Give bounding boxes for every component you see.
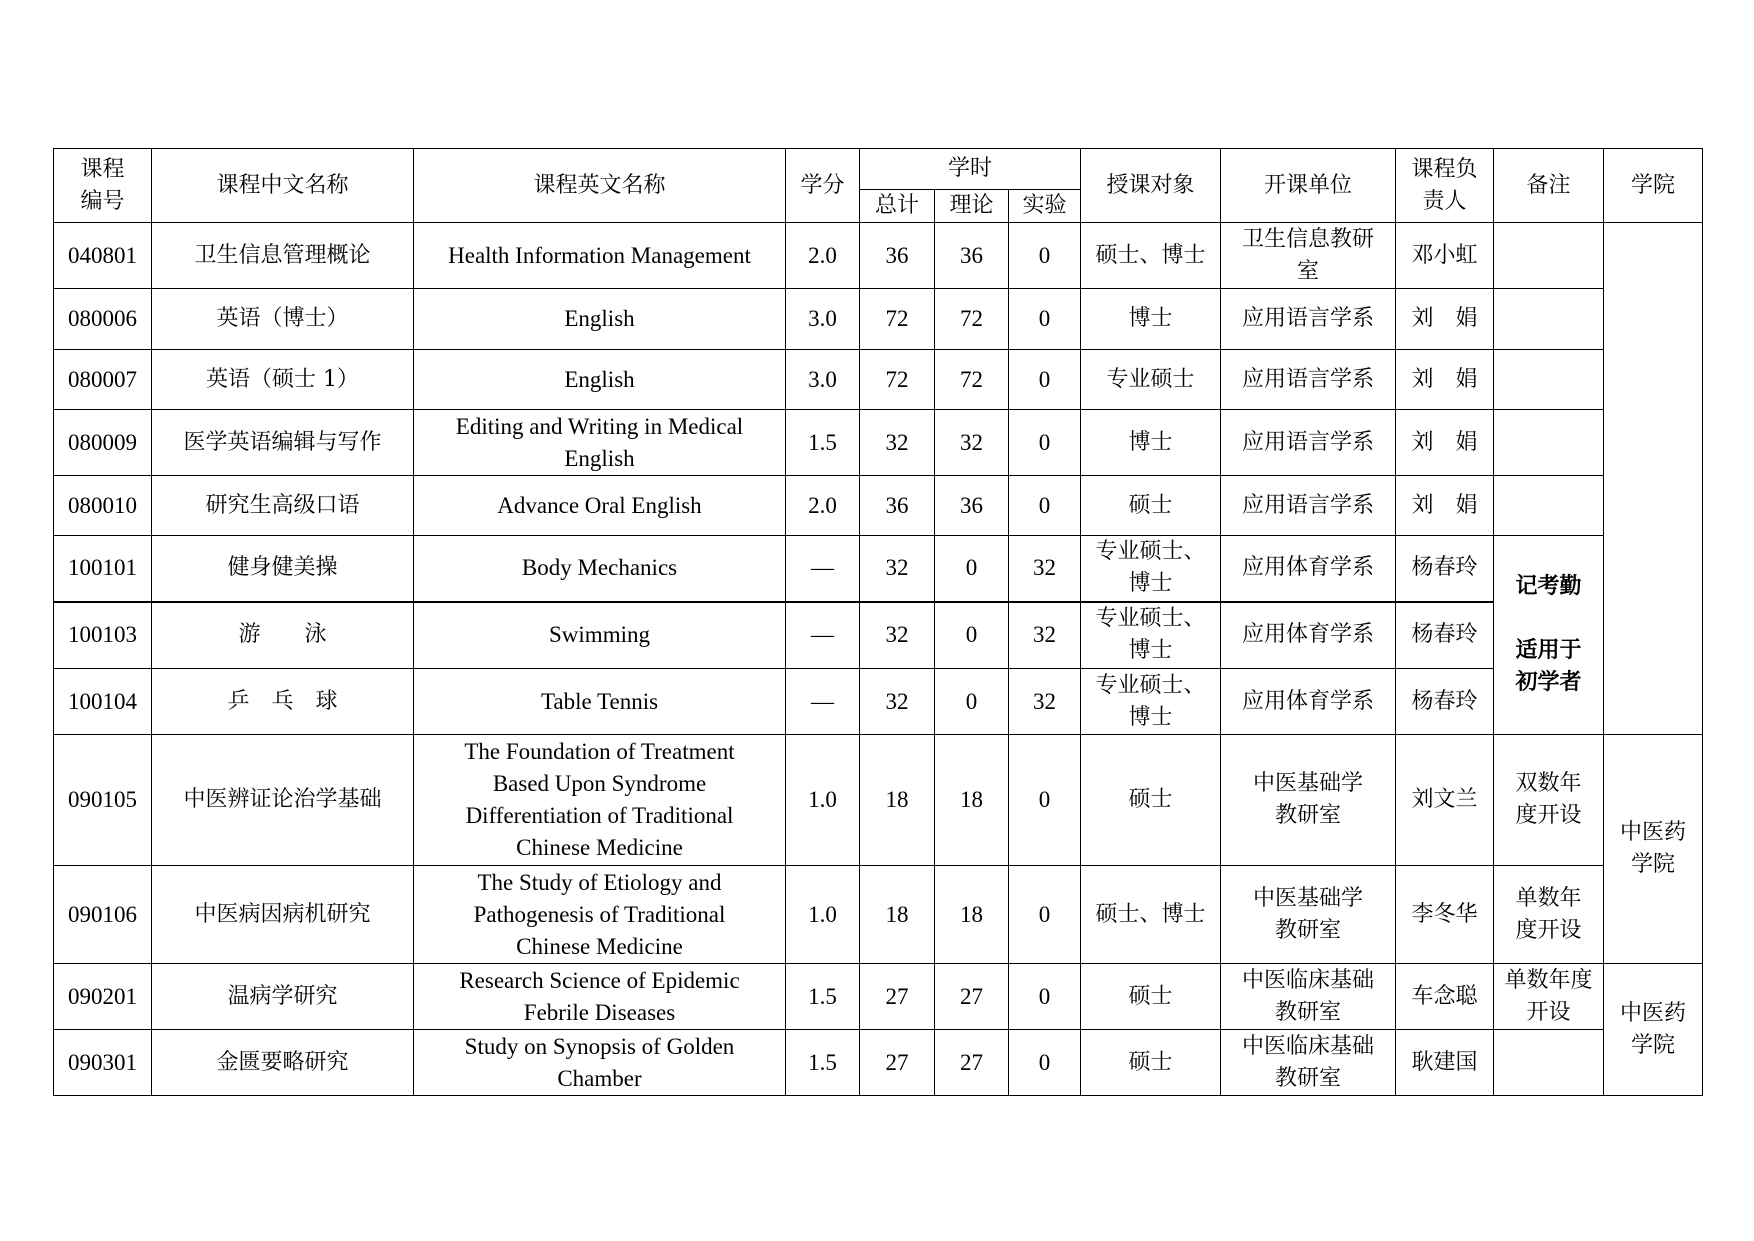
header-college: 学院 xyxy=(1604,149,1703,223)
course-dept: 应用体育学系 xyxy=(1221,602,1396,669)
course-audience: 硕士、博士 xyxy=(1081,223,1221,289)
hours-theory: 32 xyxy=(935,410,1009,476)
course-cn-name: 金匮要略研究 xyxy=(152,1030,414,1096)
table-row xyxy=(54,1030,1703,1096)
hours-lab: 0 xyxy=(1009,410,1081,476)
course-cn-name: 健身健美操 xyxy=(152,536,414,602)
course-code: 080006 xyxy=(54,289,152,350)
college-tcm: 中医药 学院 xyxy=(1604,735,1703,964)
header-cn-name: 课程中文名称 xyxy=(152,149,414,223)
hours-theory: 72 xyxy=(935,289,1009,350)
college-cell-empty xyxy=(1604,223,1703,735)
course-lead: 车念聪 xyxy=(1396,964,1494,1030)
course-lead: 杨春玲 xyxy=(1396,669,1494,735)
table-row xyxy=(54,669,1703,735)
table-row xyxy=(54,289,1703,350)
course-cn-name: 中医辨证论治学基础 xyxy=(152,735,414,866)
header-hours-theory: 理论 xyxy=(935,190,1009,223)
course-en-name: Health Information Management xyxy=(414,223,786,289)
course-dept: 应用语言学系 xyxy=(1221,289,1396,350)
course-remark xyxy=(1494,410,1604,476)
course-lead: 刘 娟 xyxy=(1396,476,1494,536)
hours-lab: 0 xyxy=(1009,1030,1081,1096)
header-code: 课程 编号 xyxy=(54,149,152,223)
hours-theory: 36 xyxy=(935,476,1009,536)
course-audience: 博士 xyxy=(1081,289,1221,350)
table-row xyxy=(54,602,1703,669)
course-credit: 3.0 xyxy=(786,350,860,410)
course-lead: 刘文兰 xyxy=(1396,735,1494,866)
course-remark: 双数年 度开设 xyxy=(1494,735,1604,866)
hours-total: 18 xyxy=(860,866,935,964)
course-audience: 专业硕士、 博士 xyxy=(1081,536,1221,602)
course-remark: 单数年度 开设 xyxy=(1494,964,1604,1030)
course-credit: 1.0 xyxy=(786,735,860,866)
course-en-name: Body Mechanics xyxy=(414,536,786,602)
header-hours-total: 总计 xyxy=(860,190,935,223)
table-row xyxy=(54,410,1703,476)
hours-theory: 27 xyxy=(935,1030,1009,1096)
hours-total: 27 xyxy=(860,964,935,1030)
hours-lab: 0 xyxy=(1009,289,1081,350)
course-credit: 2.0 xyxy=(786,476,860,536)
course-audience: 硕士 xyxy=(1081,476,1221,536)
course-audience: 硕士 xyxy=(1081,735,1221,866)
course-en-name: The Foundation of Treatment Based Upon Syndrome Differentiation of Traditional Chinese Medicine xyxy=(414,735,786,866)
table-row xyxy=(54,350,1703,410)
course-audience: 专业硕士、 博士 xyxy=(1081,669,1221,735)
course-cn-name: 乒 乓 球 xyxy=(152,669,414,735)
course-en-name: English xyxy=(414,289,786,350)
course-dept: 应用体育学系 xyxy=(1221,669,1396,735)
hours-total: 72 xyxy=(860,289,935,350)
course-code: 080009 xyxy=(54,410,152,476)
table-row xyxy=(54,735,1703,866)
course-en-name: English xyxy=(414,350,786,410)
course-lead: 邓小虹 xyxy=(1396,223,1494,289)
hours-total: 36 xyxy=(860,223,935,289)
course-audience: 专业硕士、 博士 xyxy=(1081,602,1221,669)
course-dept: 中医基础学 教研室 xyxy=(1221,866,1396,964)
hours-total: 18 xyxy=(860,735,935,866)
hours-theory: 27 xyxy=(935,964,1009,1030)
table-row xyxy=(54,536,1703,602)
course-credit: 1.5 xyxy=(786,964,860,1030)
pe-remark: 记考勤 适用于 初学者 xyxy=(1494,536,1604,735)
hours-lab: 0 xyxy=(1009,866,1081,964)
header-hours: 学时 xyxy=(860,149,1081,190)
course-code: 100101 xyxy=(54,536,152,602)
table-row xyxy=(54,476,1703,536)
header-lead: 课程负 责人 xyxy=(1396,149,1494,223)
course-remark xyxy=(1494,350,1604,410)
course-en-name: Research Science of Epidemic Febrile Diseases xyxy=(414,964,786,1030)
course-remark: 单数年 度开设 xyxy=(1494,866,1604,964)
course-code: 090201 xyxy=(54,964,152,1030)
course-audience: 硕士、博士 xyxy=(1081,866,1221,964)
hours-total: 36 xyxy=(860,476,935,536)
course-audience: 硕士 xyxy=(1081,1030,1221,1096)
course-lead: 杨春玲 xyxy=(1396,602,1494,669)
course-credit: 1.0 xyxy=(786,866,860,964)
course-code: 090106 xyxy=(54,866,152,964)
course-code: 090301 xyxy=(54,1030,152,1096)
course-dept: 应用语言学系 xyxy=(1221,410,1396,476)
course-en-name: Study on Synopsis of Golden Chamber xyxy=(414,1030,786,1096)
course-cn-name: 研究生高级口语 xyxy=(152,476,414,536)
course-dept: 应用语言学系 xyxy=(1221,476,1396,536)
course-dept: 卫生信息教研 室 xyxy=(1221,223,1396,289)
hours-lab: 0 xyxy=(1009,476,1081,536)
course-en-name: The Study of Etiology and Pathogenesis of Traditional Chinese Medicine xyxy=(414,866,786,964)
header-row xyxy=(54,149,1703,190)
course-code: 040801 xyxy=(54,223,152,289)
course-remark xyxy=(1494,1030,1604,1096)
hours-lab: 0 xyxy=(1009,350,1081,410)
course-remark xyxy=(1494,223,1604,289)
course-cn-name: 英语（硕士 1） xyxy=(152,350,414,410)
hours-lab: 0 xyxy=(1009,964,1081,1030)
hours-lab: 32 xyxy=(1009,602,1081,669)
course-lead: 刘 娟 xyxy=(1396,410,1494,476)
course-audience: 专业硕士 xyxy=(1081,350,1221,410)
course-credit: — xyxy=(786,602,860,669)
hours-lab: 0 xyxy=(1009,223,1081,289)
header-remark: 备注 xyxy=(1494,149,1604,223)
hours-theory: 36 xyxy=(935,223,1009,289)
table-row xyxy=(54,866,1703,964)
hours-total: 32 xyxy=(860,602,935,669)
course-cn-name: 卫生信息管理概论 xyxy=(152,223,414,289)
course-audience: 博士 xyxy=(1081,410,1221,476)
course-code: 080010 xyxy=(54,476,152,536)
course-cn-name: 温病学研究 xyxy=(152,964,414,1030)
hours-theory: 72 xyxy=(935,350,1009,410)
header-hours-lab: 实验 xyxy=(1009,190,1081,223)
course-cn-name: 游 泳 xyxy=(152,602,414,669)
course-remark xyxy=(1494,289,1604,350)
course-en-name: Table Tennis xyxy=(414,669,786,735)
course-cn-name: 英语（博士） xyxy=(152,289,414,350)
hours-lab: 32 xyxy=(1009,669,1081,735)
hours-lab: 0 xyxy=(1009,735,1081,866)
header-en-name: 课程英文名称 xyxy=(414,149,786,223)
table-row xyxy=(54,964,1703,1030)
course-en-name: Advance Oral English xyxy=(414,476,786,536)
hours-total: 72 xyxy=(860,350,935,410)
course-code: 100104 xyxy=(54,669,152,735)
hours-lab: 32 xyxy=(1009,536,1081,602)
course-dept: 中医基础学 教研室 xyxy=(1221,735,1396,866)
hours-theory: 18 xyxy=(935,866,1009,964)
course-cn-name: 中医病因病机研究 xyxy=(152,866,414,964)
course-lead: 刘 娟 xyxy=(1396,289,1494,350)
course-cn-name: 医学英语编辑与写作 xyxy=(152,410,414,476)
course-remark xyxy=(1494,476,1604,536)
course-code: 100103 xyxy=(54,602,152,669)
course-credit: 3.0 xyxy=(786,289,860,350)
course-dept: 应用体育学系 xyxy=(1221,536,1396,602)
course-dept: 中医临床基础 教研室 xyxy=(1221,1030,1396,1096)
hours-total: 32 xyxy=(860,669,935,735)
hours-total: 32 xyxy=(860,536,935,602)
hours-total: 27 xyxy=(860,1030,935,1096)
course-credit: — xyxy=(786,536,860,602)
course-credit: — xyxy=(786,669,860,735)
course-credit: 1.5 xyxy=(786,1030,860,1096)
hours-theory: 18 xyxy=(935,735,1009,866)
course-code: 080007 xyxy=(54,350,152,410)
college-tcm: 中医药 学院 xyxy=(1604,964,1703,1096)
course-audience: 硕士 xyxy=(1081,964,1221,1030)
course-lead: 刘 娟 xyxy=(1396,350,1494,410)
hours-theory: 0 xyxy=(935,536,1009,602)
hours-total: 32 xyxy=(860,410,935,476)
hours-theory: 0 xyxy=(935,669,1009,735)
course-lead: 李冬华 xyxy=(1396,866,1494,964)
course-credit: 1.5 xyxy=(786,410,860,476)
course-credit: 2.0 xyxy=(786,223,860,289)
table-row xyxy=(54,223,1703,289)
header-credit: 学分 xyxy=(786,149,860,223)
course-code: 090105 xyxy=(54,735,152,866)
header-dept: 开课单位 xyxy=(1221,149,1396,223)
course-dept: 中医临床基础 教研室 xyxy=(1221,964,1396,1030)
course-en-name: Editing and Writing in Medical English xyxy=(414,410,786,476)
hours-theory: 0 xyxy=(935,602,1009,669)
course-lead: 杨春玲 xyxy=(1396,536,1494,602)
course-en-name: Swimming xyxy=(414,602,786,669)
course-dept: 应用语言学系 xyxy=(1221,350,1396,410)
course-table xyxy=(53,148,1703,1096)
course-lead: 耿建国 xyxy=(1396,1030,1494,1096)
header-audience: 授课对象 xyxy=(1081,149,1221,223)
